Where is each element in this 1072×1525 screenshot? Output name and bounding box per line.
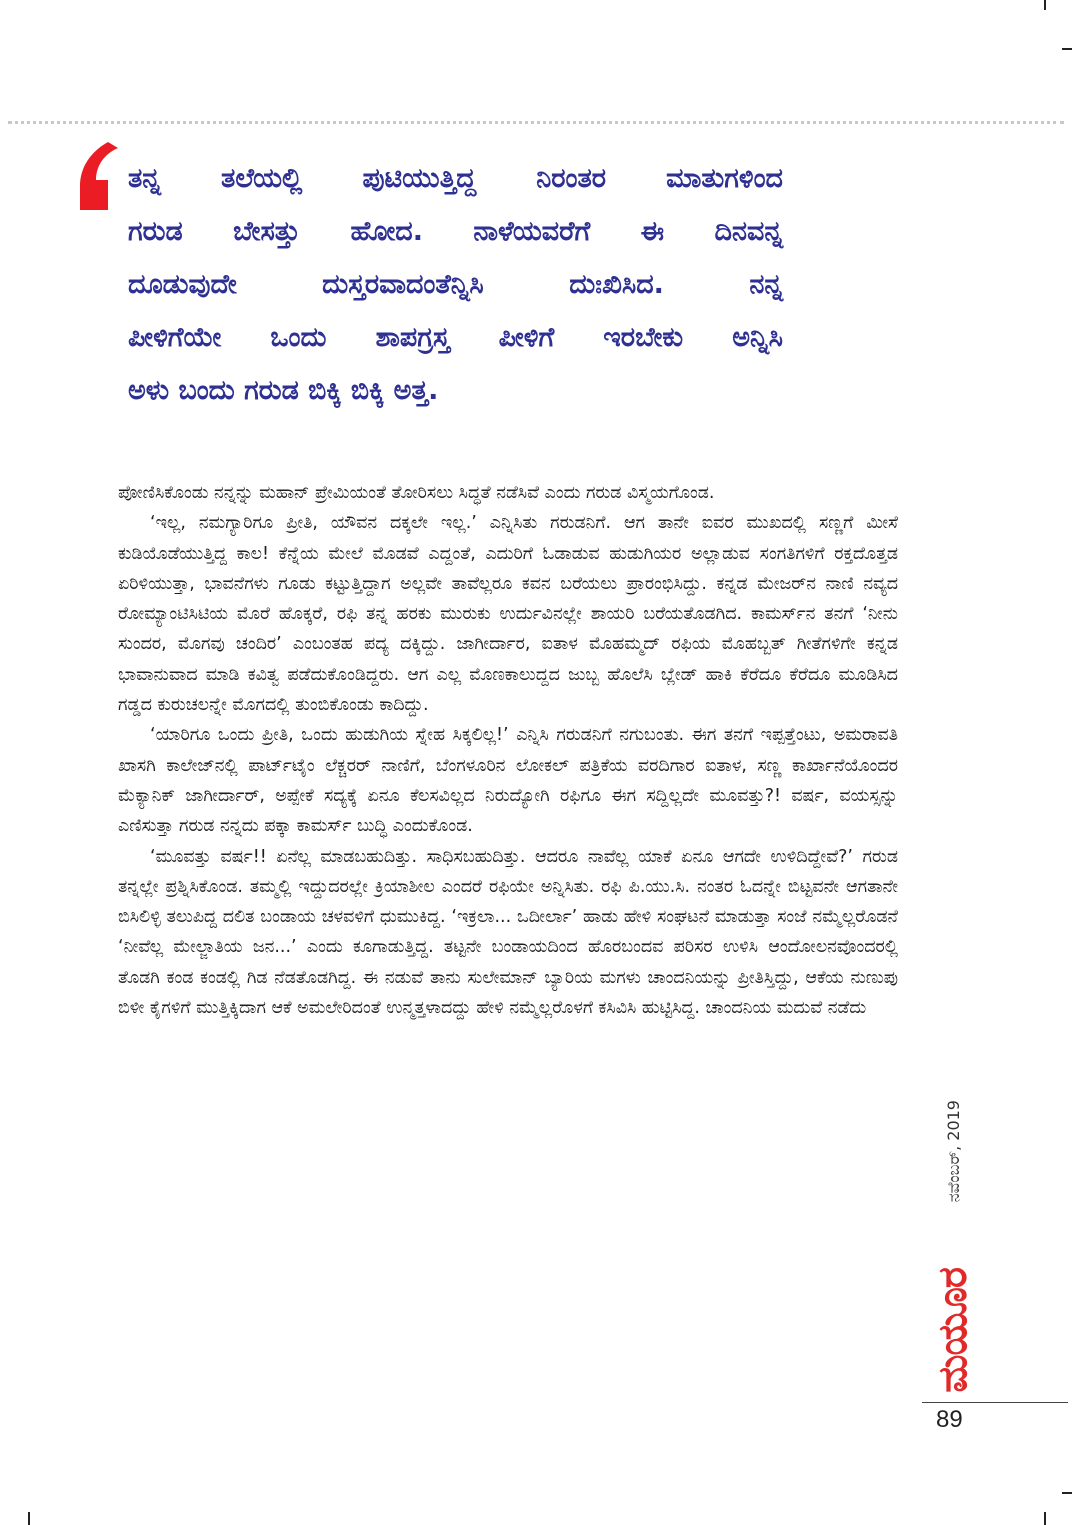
issue-date: ನವೆಂಬರ್, 2019 [944,1100,963,1203]
pull-quote-line: ಅಳು ಬಂದು ಗರುಡ ಬಿಕ್ಕಿ ಬಿಕ್ಕಿ ಅತ್ತ. [128,375,439,406]
paragraph: ‘ಮೂವತ್ತು ವರ್ಷ!! ಏನೆಲ್ಲ ಮಾಡಬಹುದಿತ್ತು. ಸಾಧಿಸಬಹುದಿತ್ತು. ಆದರೂ ನಾವೆಲ್ಲ ಯಾಕೆ ಏನೂ ಆಗದೇ ಉಳಿದಿದ್ದೇವೆ?’ ಗರುಡ ತನ್ನಲ್ಲೇ ಪ್ರಶ್ನಿಸಿಕೊಂಡ. ತಮ್ಮಲ್ಲಿ ಇದ್ದುದರಲ್ಲೇ ಕ್ರಿಯಾಶೀಲ ಎಂದರೆ ರಫಿಯೇ ಅನ್ನಿಸಿತು. ರಫಿ ಪಿ.ಯು.ಸಿ. ನಂತರ ಓದನ್ನೇ ಬಿಟ್ಟವನೇ ಆಗತಾನೇ ಬಿಸಿಲಿಳ್ಳಿ ತಲುಪಿದ್ದ ದಲಿತ ಬಂಡಾಯ ಚಳವಳಿಗೆ ಧುಮುಕಿದ್ದ. ‘ಇಕ್ರಲಾ... ಒದೀರ್ಲಾ’ ಹಾಡು ಹೇಳಿ ಸಂಘಟನೆ ಮಾಡುತ್ತಾ ಸಂಜೆ ನಮ್ಮೆಲ್ಲರೊಡನೆ ‘ನೀವೆಲ್ಲ ಮೇಲ್ಜಾತಿಯ ಜನ...’ ಎಂದು ಕೂಗಾಡುತ್ತಿದ್ದ. ತಟ್ಟನೇ ಬಂಡಾಯದಿಂದ ಹೊರಬಂದವ ಪರಿಸರ ಉಳಿಸಿ ಆಂದೋಲನವೊಂದರಲ್ಲಿ ತೊಡಗಿ ಕಂಡ ಕಂಡಲ್ಲಿ ಗಿಡ ನೆಡತೊಡಗಿದ್ದ. ಈ ನಡುವೆ ತಾನು ಸುಲೇಮಾನ್ ಬ್ಯಾರಿಯ ಮಗಳು ಚಾಂದನಿಯನ್ನು ಪ್ರೀತಿಸ್ತಿದ್ದು, ಆಕೆಯ ನುಣುಪು ಬಿಳೀ ಕೈಗಳಿಗೆ ಮುತ್ತಿಕ್ಕಿದಾಗ ಆಕೆ ಅಮಲೇರಿದಂತೆ ಉನ್ಮತ್ತಳಾದದ್ದು ಹೇಳಿ ನಮ್ಮೆಲ್ಲರೊಳಗೆ ಕಸಿವಿಸಿ ಹುಟ್ಟಿಸಿದ್ದ. ಚಾಂದನಿಯ ಮದುವೆ ನಡೆದು [118,846,898,1019]
dotted-separator [8,121,1064,124]
crop-mark-bottom-left [28,1512,30,1525]
crop-mark-bottom-right [1044,1512,1046,1525]
magazine-name: ಮಯೂರ [930,1268,976,1393]
page-number-rule [922,1402,1068,1403]
pull-quote [128,152,783,417]
crop-mark-top-right [1044,0,1046,10]
paragraph: ‘ಯಾರಿಗೂ ಒಂದು ಪ್ರೀತಿ, ಒಂದು ಹುಡುಗಿಯ ಸ್ನೇಹ ಸಿಕ್ಕಲಿಲ್ಲ!’ ಎನ್ನಿಸಿ ಗರುಡನಿಗೆ ನಗುಬಂತು. ಈಗ ತನಗೆ ಇಪ್ಪತ್ತೆಂಟು, ಅಮರಾವತಿ ಖಾಸಗಿ ಕಾಲೇಜ್‌ನಲ್ಲಿ ಪಾರ್ಟ್‌ಟೈಂ ಲೆಕ್ಚರರ್ ನಾಣಿಗೆ, ಬೆಂಗಳೂರಿನ ಲೋಕಲ್ ಪತ್ರಿಕೆಯ ವರದಿಗಾರ ಐತಾಳ, ಸಣ್ಣ ಕಾರ್ಖಾನೆಯೊಂದರ ಮೆಕ್ಯಾನಿಕ್ ಜಾಗೀರ್ದಾರ್, ಅಪ್ಪೇಕೆ ಸದ್ಯಕ್ಕೆ ಏನೂ ಕೆಲಸವಿಲ್ಲದ ನಿರುದ್ಯೋಗಿ ರಫಿಗೂ ಈಗ ಸದ್ದಿಲ್ಲದೇ ಮೂವತ್ತು?! ವರ್ಷ, ವಯಸ್ಸನ್ನು ಎಣಿಸುತ್ತಾ ಗರುಡ ನನ್ನದು ಪಕ್ಕಾ ಕಾಮರ್ಸ್ ಬುದ್ಧಿ ಎಂದುಕೊಂಡ. [118,725,898,837]
page-number: 89 [936,1406,963,1433]
paragraph: ‘ಇಲ್ಲ, ನಮಗ್ಯಾರಿಗೂ ಪ್ರೀತಿ, ಯೌವನ ದಕ್ಕಲೇ ಇಲ್ಲ.’ ಎನ್ನಿಸಿತು ಗರುಡನಿಗೆ. ಆಗ ತಾನೇ ಐವರ ಮುಖದಲ್ಲಿ ಸಣ್ಣಗೆ ಮೀಸೆ ಕುಡಿಯೊಡೆಯುತ್ತಿದ್ದ ಕಾಲ! ಕೆನ್ನೆಯ ಮೇಲೆ ಮೊಡವೆ ಎದ್ದಂತೆ, ಎದುರಿಗೆ ಓಡಾಡುವ ಹುಡುಗಿಯರ ಅಲ್ಲಾಡುವ ಸಂಗತಿಗಳಿಗೆ ರಕ್ತದೊತ್ತಡ ಏರಿಳಿಯುತ್ತಾ, ಭಾವನೆಗಳು ಗೂಡು ಕಟ್ಟುತ್ತಿದ್ದಾಗ ಅಲ್ಲವೇ ತಾವೆಲ್ಲರೂ ಕವನ ಬರೆಯಲು ಪ್ರಾರಂಭಿಸಿದ್ದು. ಕನ್ನಡ ಮೇಜರ್‌ನ ನಾಣಿ ನವ್ಯದ ರೋಮ್ಯಾಂಟಿಸಿಟಿಯ ಮೊರೆ ಹೊಕ್ಕರೆ, ರಫಿ ತನ್ನ ಹರಕು ಮುರುಕು ಉರ್ದುವಿನಲ್ಲೇ ಶಾಯರಿ ಬರೆಯತೊಡಗಿದ. ಕಾಮರ್ಸ್‌ನ ತನಗೆ ‘ನೀನು ಸುಂದರ, ಮೊಗವು ಚಂದಿರ’ ಎಂಬಂತಹ ಪದ್ಯ ದಕ್ಕಿದ್ದು. ಜಾಗೀರ್ದಾರ, ಐತಾಳ ಮೊಹಮ್ಮದ್ ರಫಿಯ ಮೊಹಬ್ಬತ್ ಗೀತೆಗಳಿಗೇ ಕನ್ನಡ ಭಾವಾನುವಾದ ಮಾಡಿ ಕವಿತ್ವ ಪಡೆದುಕೊಂಡಿದ್ದರು. ಆಗ ಎಲ್ಲ ಮೊಣಕಾಲುದ್ದದ ಜುಬ್ಬ ಹೊಲೆಸಿ ಬ್ಲೇಡ್ ಹಾಕಿ ಕೆರೆದೂ ಕೆರೆದೂ ಮೂಡಿಸಿದ ಗಡ್ಡದ ಕುರುಚಲನ್ನೇ ಮೊಗದಲ್ಲಿ ತುಂಬಿಕೊಂಡು ಕಾದಿದ್ದು. [118,513,898,716]
crop-mark-right-upper [1062,48,1072,50]
crop-mark-right-lower [1062,1492,1072,1494]
article-body [118,478,898,1023]
pull-quote-line: ಪೀಳಿಗೆಯೇ ಒಂದು ಶಾಪಗ್ರಸ್ತ ಪೀಳಿಗೆ ಇರಬೇಕು ಅನ್ನಿಸಿ [128,322,783,353]
pull-quote-line: ದೂಡುವುದೇ ದುಸ್ತರವಾದಂತೆನ್ನಿಸಿ ದುಃಖಿಸಿದ. ನನ್ನ [128,269,783,300]
pull-quote-line: ತನ್ನ ತಲೆಯಲ್ಲಿ ಪುಟಿಯುತ್ತಿದ್ದ ನಿರಂತರ ಮಾತುಗಳಿಂದ [128,163,783,194]
pull-quote-line: ಗರುಡ ಬೇಸತ್ತು ಹೋದ. ನಾಳೆಯವರೆಗೆ ಈ ದಿನವನ್ನ [128,216,783,247]
quote-mark-icon [78,140,122,212]
paragraph: ಪೋಣಿಸಿಕೊಂಡು ನನ್ನನ್ನು ಮಹಾನ್ ಪ್ರೇಮಿಯಂತೆ ತೋರಿಸಲು ಸಿದ್ಧತೆ ನಡೆಸಿವೆ ಎಂದು ಗರುಡ ವಿಸ್ಮಯಗೊಂಡ. [118,483,715,503]
